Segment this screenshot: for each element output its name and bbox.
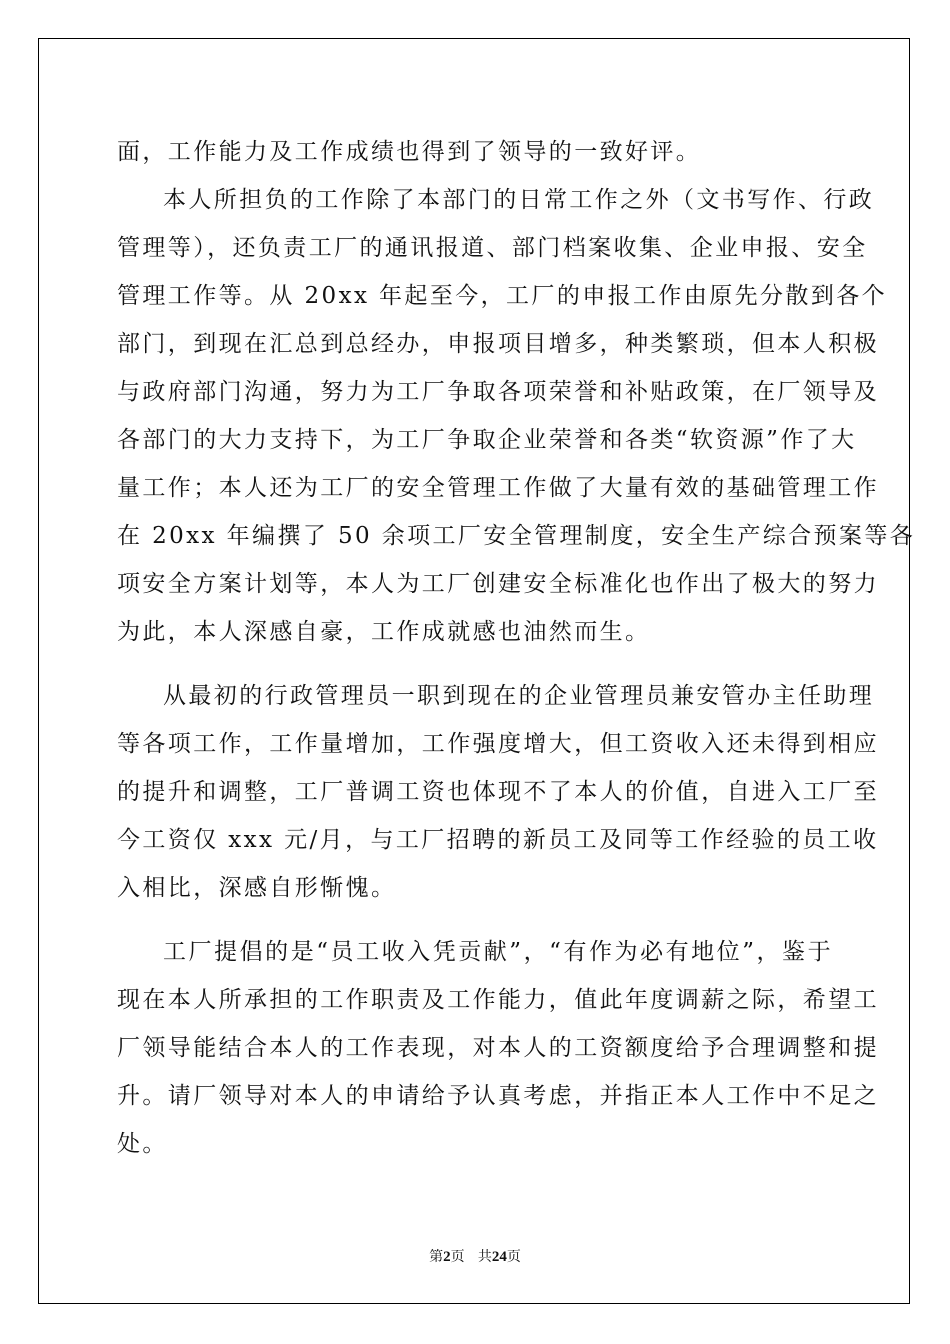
- text-line: 量工作；本人还为工厂的安全管理工作做了大量有效的基础管理工作: [117, 475, 879, 501]
- text-line: 今工资仅 xxx 元/月，与工厂招聘的新员工及同等工作经验的员工收: [117, 827, 879, 853]
- page-number-footer: [0, 1246, 950, 1266]
- text-line: 项安全方案计划等，本人为工厂创建安全标准化也作出了极大的努力: [117, 571, 879, 597]
- text-line: 本人所担负的工作除了本部门的日常工作之外（文书写作、行政: [163, 187, 875, 213]
- text-line: 管理等），还负责工厂的通讯报道、部门档案收集、企业申报、安全: [117, 235, 868, 261]
- page-prefix: 第: [429, 1249, 444, 1265]
- text-line: 管理工作等。从 20xx 年起至今，工厂的申报工作由原先分散到各个: [117, 283, 888, 309]
- text-line: 入相比，深感自形惭愧。: [117, 875, 397, 901]
- text-line: 等各项工作，工作量增加，工作强度增大，但工资收入还未得到相应: [117, 731, 879, 757]
- text-line: 厂领导能结合本人的工作表现，对本人的工资额度给予合理调整和提: [117, 1035, 879, 1061]
- text-line: 面，工作能力及工作成绩也得到了领导的一致好评。: [117, 139, 702, 165]
- page-suffix: 页: [450, 1249, 465, 1265]
- text-line: 升。请厂领导对本人的申请给予认真考虑，并指正本人工作中不足之: [117, 1083, 879, 1109]
- text-line: 部门，到现在汇总到总经办，申报项目增多，种类繁琐，但本人积极: [117, 331, 879, 357]
- text-line: 与政府部门沟通，努力为工厂争取各项荣誉和补贴政策，在厂领导及: [117, 379, 879, 405]
- text-line: 各部门的大力支持下，为工厂争取企业荣誉和各类“软资源”作了大: [117, 427, 857, 453]
- text-line: 在 20xx 年编撰了 50 余项工厂安全管理制度，安全生产综合预案等各: [117, 523, 916, 549]
- text-line: 从最初的行政管理员一职到现在的企业管理员兼安管办主任助理: [163, 683, 875, 709]
- text-line: 现在本人所承担的工作职责及工作能力，值此年度调薪之际，希望工: [117, 987, 879, 1013]
- text-line: 的提升和调整，工厂普调工资也体现不了本人的价值，自进入工厂至: [117, 779, 879, 805]
- total-prefix: 共: [477, 1249, 492, 1265]
- total-page-count: 24: [491, 1249, 507, 1265]
- current-page-number: 2: [443, 1249, 451, 1265]
- total-suffix: 页: [506, 1249, 521, 1265]
- text-line: 工厂提倡的是“员工收入凭贡献”，“有作为必有地位”，鉴于: [163, 939, 833, 965]
- text-line: 处。: [117, 1131, 168, 1157]
- text-line: 为此，本人深感自豪，工作成就感也油然而生。: [117, 619, 651, 645]
